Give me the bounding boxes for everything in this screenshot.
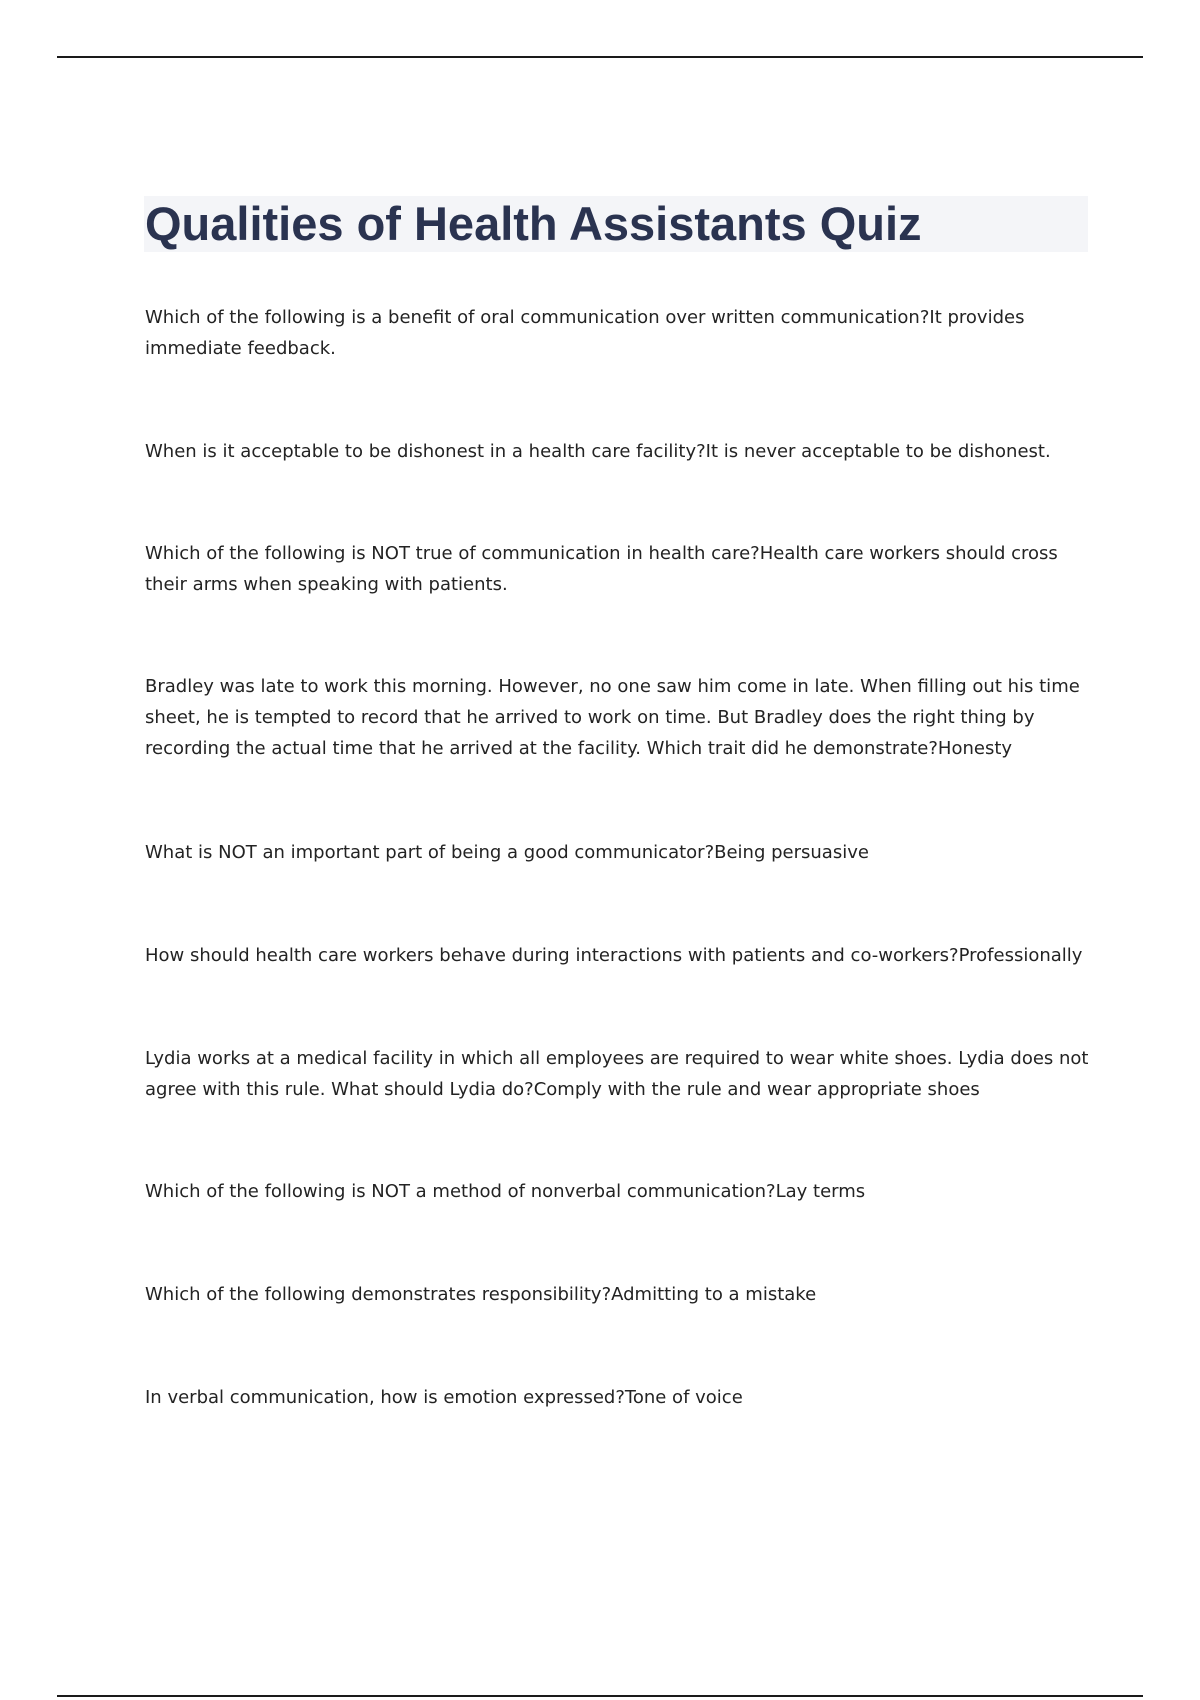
qa-item-1: Which of the following is a benefit of oral communication over written communication?It provides immediate feedback. xyxy=(145,307,1025,359)
page-title: Qualities of Health Assistants Quiz xyxy=(145,197,922,250)
qa-item-6: How should health care workers behave during interactions with patients and co-workers?Professionally xyxy=(145,945,1083,966)
qa-item-3: Which of the following is NOT true of communication in health care?Health care workers should cross their arms when speaking with patients. xyxy=(145,543,1058,595)
qa-item-4: Bradley was late to work this morning. However, no one saw him come in late. When filling out his time sheet, he is tempted to record that he arrived to work on time. But Bradley does the right thing by recording the actual time that he arrived at the facility. Which trait did he demonstrate?Honesty xyxy=(145,676,1080,759)
top-rule xyxy=(57,56,1143,58)
qa-item-8: Which of the following is NOT a method of nonverbal communication?Lay terms xyxy=(145,1181,866,1202)
qa-item-10: In verbal communication, how is emotion expressed?Tone of voice xyxy=(145,1387,743,1408)
qa-item-9: Which of the following demonstrates responsibility?Admitting to a mistake xyxy=(145,1284,817,1305)
bottom-rule xyxy=(57,1695,1143,1697)
qa-item-5: What is NOT an important part of being a good communicator?Being persuasive xyxy=(145,842,869,863)
qa-item-7: Lydia works at a medical facility in which all employees are required to wear white shoes. Lydia does not agree with this rule. What should Lydia do?Comply with the rule and wear appropriate shoes xyxy=(145,1048,1089,1100)
qa-item-2: When is it acceptable to be dishonest in a health care facility?It is never acceptable to be dishonest. xyxy=(145,441,1051,462)
